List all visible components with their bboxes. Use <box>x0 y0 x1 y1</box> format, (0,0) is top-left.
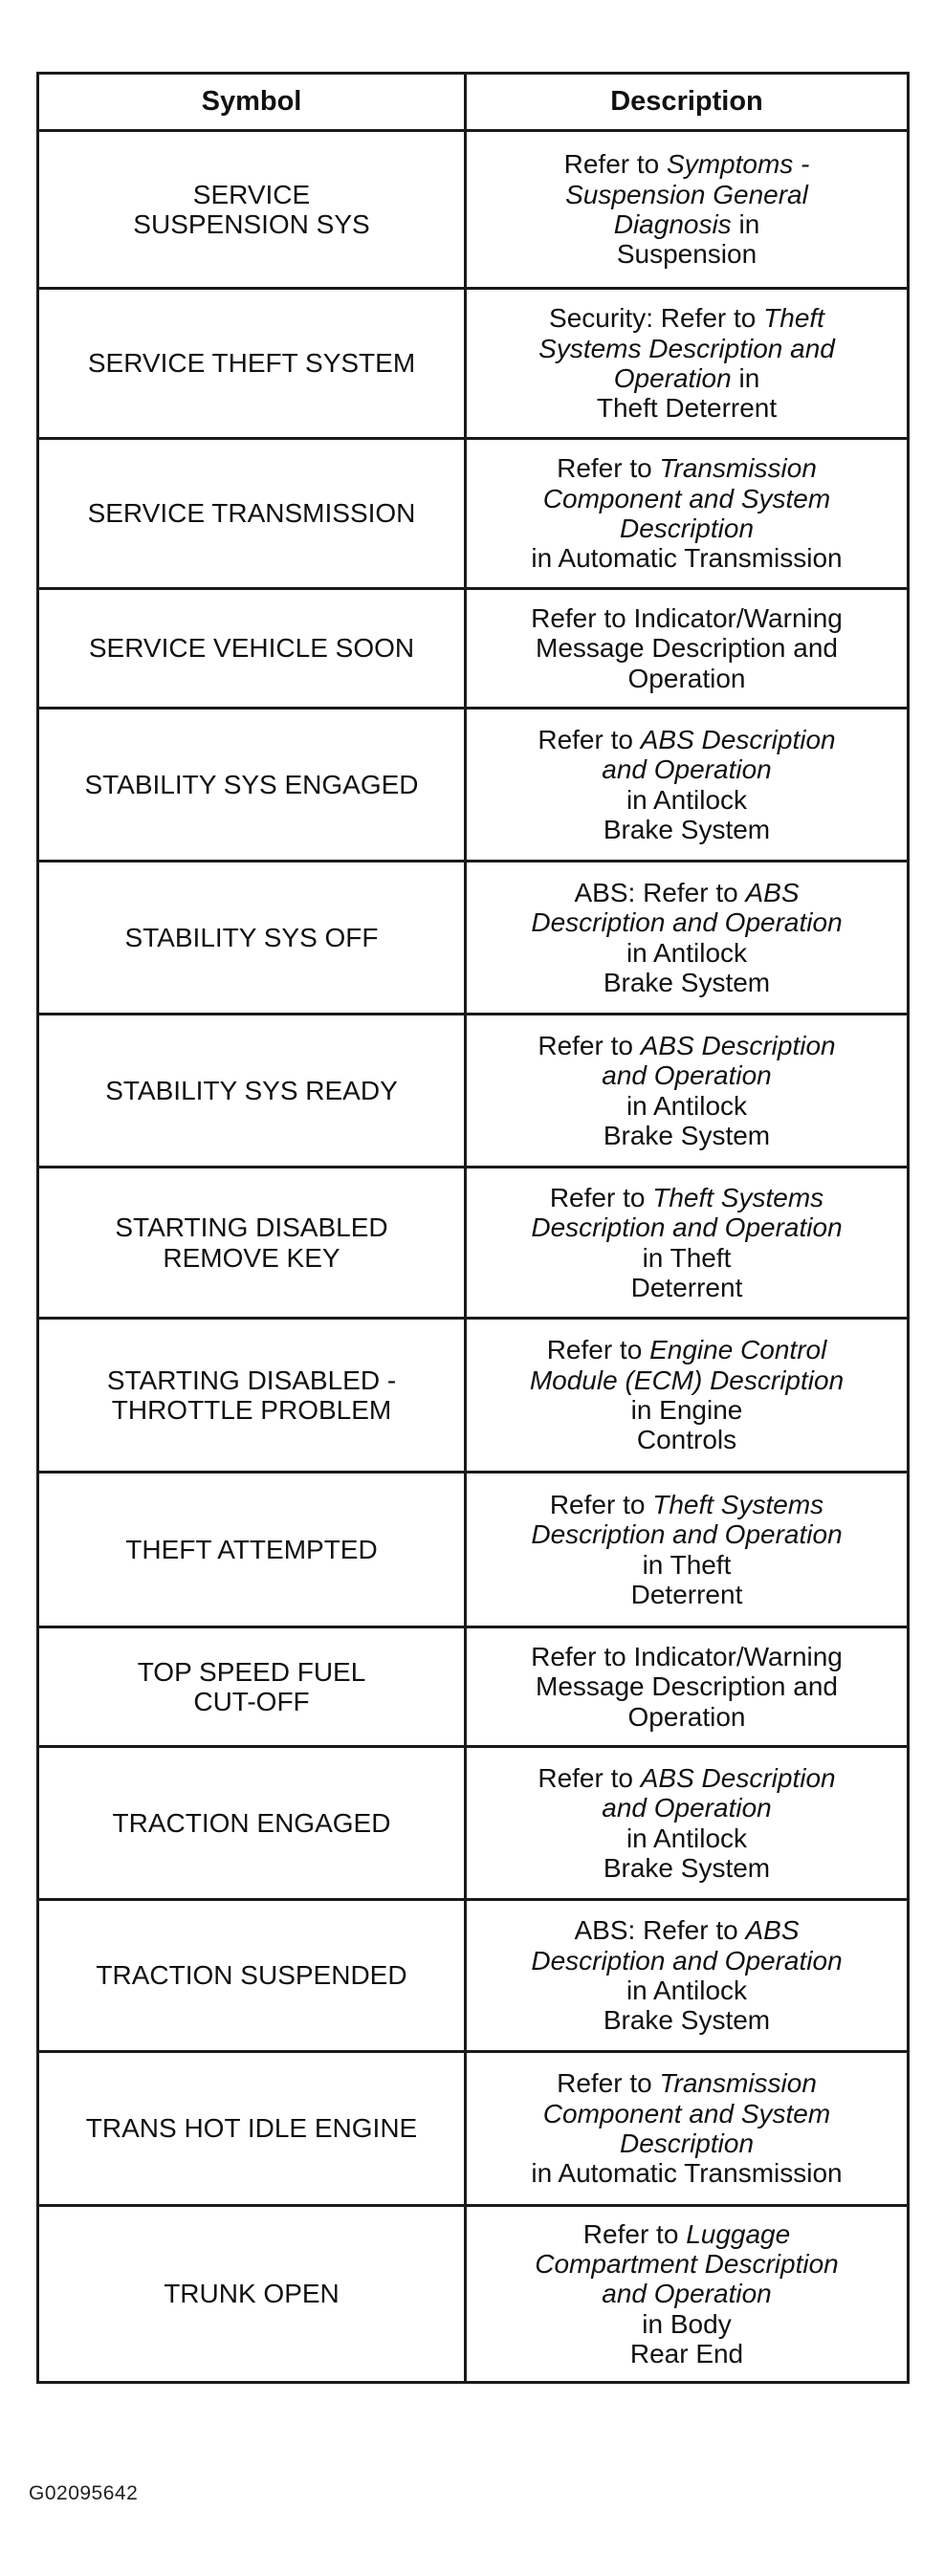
description-line <box>474 363 899 393</box>
description-reference-text: ABS Description <box>640 1762 836 1793</box>
symbol-cell <box>38 1627 466 1747</box>
description-cell <box>466 289 909 439</box>
description-reference-text: Component and System <box>542 483 831 513</box>
table-row <box>38 1015 909 1168</box>
description-text: ABS: Refer to <box>574 1915 746 1946</box>
symbol-cell <box>38 589 466 709</box>
description-line <box>474 180 899 209</box>
description-line <box>474 2158 899 2188</box>
description-text: ABS: Refer to <box>574 877 746 907</box>
description-text: in Theft <box>642 1242 732 1273</box>
symbol-cell <box>38 2206 466 2383</box>
description-reference-text: and Operation <box>602 754 772 785</box>
description-reference-text: Transmission <box>659 453 817 484</box>
description-line <box>474 2068 899 2098</box>
description-reference-text: Operation <box>613 363 732 393</box>
description-line <box>474 1490 899 1519</box>
table-body <box>38 131 909 2383</box>
description-text: Refer to <box>549 1182 653 1212</box>
description-text: in Engine <box>630 1395 743 1425</box>
description-reference-text: Module (ECM) Description <box>529 1364 845 1395</box>
description-text: Theft Deterrent <box>596 393 778 424</box>
description-reference-text: and Operation <box>602 1793 772 1823</box>
description-text: in <box>731 363 760 393</box>
table-row <box>38 289 909 439</box>
description-line <box>474 393 899 423</box>
description-line <box>474 754 899 784</box>
symbol-cell <box>38 1473 466 1627</box>
description-text: Deterrent <box>630 1272 743 1302</box>
description-text: Refer to <box>557 453 660 484</box>
description-text: in <box>731 209 760 239</box>
description-text: Security: Refer to <box>549 303 764 334</box>
description-text: in Theft <box>642 1549 732 1580</box>
symbol-text: SERVICE VEHICLE SOON <box>88 633 415 664</box>
description-text: Refer to <box>549 1489 653 1519</box>
description-text: Message Description and <box>536 633 838 664</box>
description-reference-text: Luggage <box>686 2218 791 2249</box>
description-text: Refer to Indicator/Warning <box>531 602 843 633</box>
description-reference-text: Component and System <box>542 2098 831 2128</box>
description-line <box>474 1671 899 1701</box>
description-reference-text: Description and Operation <box>531 1212 843 1243</box>
description-reference-text: ABS <box>745 877 800 907</box>
description-line <box>474 1121 899 1150</box>
description-line <box>474 239 899 269</box>
description-reference-text: and Operation <box>602 1060 772 1091</box>
description-line <box>474 878 899 907</box>
table-row <box>38 1627 909 1747</box>
description-text: Refer to <box>563 149 668 180</box>
description-line <box>474 1335 899 1364</box>
description-text: in Automatic Transmission <box>531 2158 843 2189</box>
symbol-cell <box>38 1900 466 2052</box>
description-cell <box>466 1747 909 1900</box>
description-line <box>474 1946 899 1976</box>
description-line <box>474 1915 899 1945</box>
description-line <box>474 633 899 663</box>
description-text: Operation <box>627 663 746 693</box>
symbol-text: THEFT ATTEMPTED <box>125 1534 378 1564</box>
description-line <box>474 1519 899 1549</box>
symbol-text: STARTING DISABLED - <box>106 1364 397 1395</box>
description-line <box>474 938 899 968</box>
description-cell <box>466 862 909 1015</box>
description-line <box>474 513 899 543</box>
description-line <box>474 1212 899 1242</box>
description-reference-text: Theft <box>763 303 824 334</box>
description-line <box>474 725 899 754</box>
description-text: in Antilock <box>626 937 748 968</box>
description-line <box>474 1976 899 2005</box>
description-text: Refer to <box>538 1762 641 1793</box>
description-line <box>474 1550 899 1580</box>
description-line <box>474 1763 899 1793</box>
description-cell <box>466 1015 909 1168</box>
figure-id: G02095642 <box>29 2482 139 2504</box>
description-line <box>474 1060 899 1090</box>
description-line <box>474 2128 899 2158</box>
description-cell <box>466 1627 909 1747</box>
description-line <box>474 1823 899 1853</box>
description-column-header: Description <box>466 74 909 131</box>
table-row <box>38 1900 909 2052</box>
table-row <box>38 1747 909 1900</box>
symbol-text: SUSPENSION SYS <box>133 209 370 239</box>
table-row <box>38 862 909 1015</box>
description-reference-text: Description and Operation <box>531 907 843 938</box>
description-text: Refer to <box>546 1335 650 1365</box>
symbol-cell <box>38 709 466 862</box>
description-line <box>474 1853 899 1883</box>
symbol-cell <box>38 1319 466 1473</box>
symbol-text: TRACTION SUSPENDED <box>96 1960 407 1991</box>
description-reference-text: Compartment Description <box>535 2248 839 2279</box>
description-cell <box>466 589 909 709</box>
description-line <box>474 2099 899 2128</box>
description-line <box>474 484 899 513</box>
description-text: in Body <box>642 2308 732 2339</box>
description-cell <box>466 2052 909 2206</box>
symbol-cell <box>38 289 466 439</box>
description-line <box>474 209 899 239</box>
symbol-text: TRUNK OPEN <box>164 2279 340 2309</box>
description-reference-text: Theft Systems <box>652 1182 824 1212</box>
table-row <box>38 1168 909 1319</box>
table-row <box>38 2052 909 2206</box>
description-line <box>474 664 899 693</box>
table-row <box>38 1473 909 1627</box>
description-line <box>474 1425 899 1454</box>
symbol-cell <box>38 862 466 1015</box>
description-line <box>474 1183 899 1212</box>
description-cell <box>466 439 909 589</box>
description-reference-text: Suspension General <box>565 179 808 209</box>
symbol-text: SERVICE TRANSMISSION <box>87 498 416 529</box>
description-line <box>474 785 899 815</box>
description-reference-text: Systems Description and <box>538 333 835 363</box>
symbol-cell <box>38 2052 466 2206</box>
symbol-text: TOP SPEED FUEL <box>137 1656 366 1687</box>
description-text: Brake System <box>603 814 771 844</box>
description-text: Message Description and <box>536 1671 838 1702</box>
table-row <box>38 1319 909 1473</box>
description-cell <box>466 1168 909 1319</box>
description-text: in Automatic Transmission <box>531 543 843 574</box>
description-text: in Antilock <box>626 784 748 815</box>
description-text: Controls <box>636 1425 737 1455</box>
symbol-cell <box>38 1168 466 1319</box>
description-reference-text: Symptoms - <box>667 149 810 180</box>
table-row <box>38 589 909 709</box>
symbol-text: TRACTION ENGAGED <box>112 1807 391 1838</box>
description-text: Refer to <box>582 2218 687 2249</box>
description-line <box>474 1395 899 1425</box>
description-line <box>474 1642 899 1671</box>
symbol-cell <box>38 1747 466 1900</box>
description-line <box>474 1793 899 1823</box>
description-text: Refer to <box>538 724 641 754</box>
table-row <box>38 709 909 862</box>
description-text: Brake System <box>603 1852 771 1883</box>
description-cell <box>466 1473 909 1627</box>
symbol-text: STABILITY SYS OFF <box>124 922 379 952</box>
symbol-cell <box>38 131 466 289</box>
symbol-text: STABILITY SYS ENGAGED <box>84 769 419 799</box>
description-line <box>474 1031 899 1060</box>
symbol-text: THROTTLE PROBLEM <box>111 1395 392 1425</box>
description-line <box>474 453 899 483</box>
description-line <box>474 303 899 333</box>
description-text: Operation <box>627 1701 746 1732</box>
description-line <box>474 2339 899 2369</box>
description-reference-text: ABS Description <box>640 1030 836 1060</box>
symbol-text: STABILITY SYS READY <box>105 1075 398 1105</box>
description-line <box>474 334 899 363</box>
symbol-text: STARTING DISABLED <box>115 1212 388 1243</box>
description-text: in Antilock <box>626 1976 748 2005</box>
symbol-cell <box>38 439 466 589</box>
description-reference-text: Transmission <box>659 2068 817 2099</box>
description-reference-text: Description and Operation <box>531 1945 843 1976</box>
description-line <box>474 2279 899 2308</box>
description-text: in Antilock <box>626 1823 748 1853</box>
description-line <box>474 2219 899 2249</box>
table-row <box>38 2206 909 2383</box>
description-text: Brake System <box>603 2005 771 2036</box>
symbol-text: SERVICE <box>192 179 311 209</box>
description-text: Refer to Indicator/Warning <box>531 1641 843 1671</box>
description-line <box>474 543 899 573</box>
description-line <box>474 1580 899 1609</box>
description-text: Suspension <box>616 239 757 270</box>
description-line <box>474 1243 899 1273</box>
description-reference-text: and Operation <box>602 2279 772 2309</box>
description-line <box>474 1365 899 1395</box>
symbol-text: CUT-OFF <box>193 1687 310 1716</box>
description-cell <box>466 131 909 289</box>
symbol-text: REMOVE KEY <box>163 1242 340 1273</box>
description-text: Refer to <box>538 1030 641 1060</box>
description-line <box>474 1702 899 1732</box>
symbol-cell <box>38 1015 466 1168</box>
description-text: Refer to <box>557 2068 660 2099</box>
description-reference-text: Diagnosis <box>613 209 732 239</box>
description-reference-text: Theft Systems <box>652 1489 824 1519</box>
description-reference-text: Description <box>619 513 755 543</box>
description-line <box>474 2249 899 2279</box>
description-reference-text: Engine Control <box>649 1335 827 1365</box>
symbol-description-table <box>36 72 910 2384</box>
description-text: Rear End <box>629 2339 744 2369</box>
description-cell <box>466 1319 909 1473</box>
symbol-text: TRANS HOT IDLE ENGINE <box>85 2113 418 2144</box>
description-line <box>474 149 899 179</box>
description-line <box>474 1273 899 1302</box>
description-line <box>474 1091 899 1121</box>
description-reference-text: ABS Description <box>640 724 836 754</box>
description-reference-text: Description <box>619 2128 755 2158</box>
description-reference-text: ABS <box>745 1915 800 1946</box>
table-row <box>38 439 909 589</box>
description-text: Brake System <box>603 1120 771 1150</box>
table-row <box>38 131 909 289</box>
description-line <box>474 907 899 937</box>
description-line <box>474 968 899 997</box>
symbol-column-header: Symbol <box>38 74 466 131</box>
description-line <box>474 2005 899 2035</box>
description-reference-text: Description and Operation <box>531 1519 843 1550</box>
description-line <box>474 2309 899 2339</box>
description-cell <box>466 1900 909 2052</box>
symbol-text: SERVICE THEFT SYSTEM <box>87 348 416 379</box>
description-text: in Antilock <box>626 1090 748 1121</box>
description-text: Deterrent <box>630 1579 743 1609</box>
description-cell <box>466 709 909 862</box>
description-line <box>474 815 899 844</box>
description-line <box>474 603 899 633</box>
description-text: Brake System <box>603 967 771 997</box>
table-header-row <box>38 74 909 131</box>
description-cell <box>466 2206 909 2383</box>
